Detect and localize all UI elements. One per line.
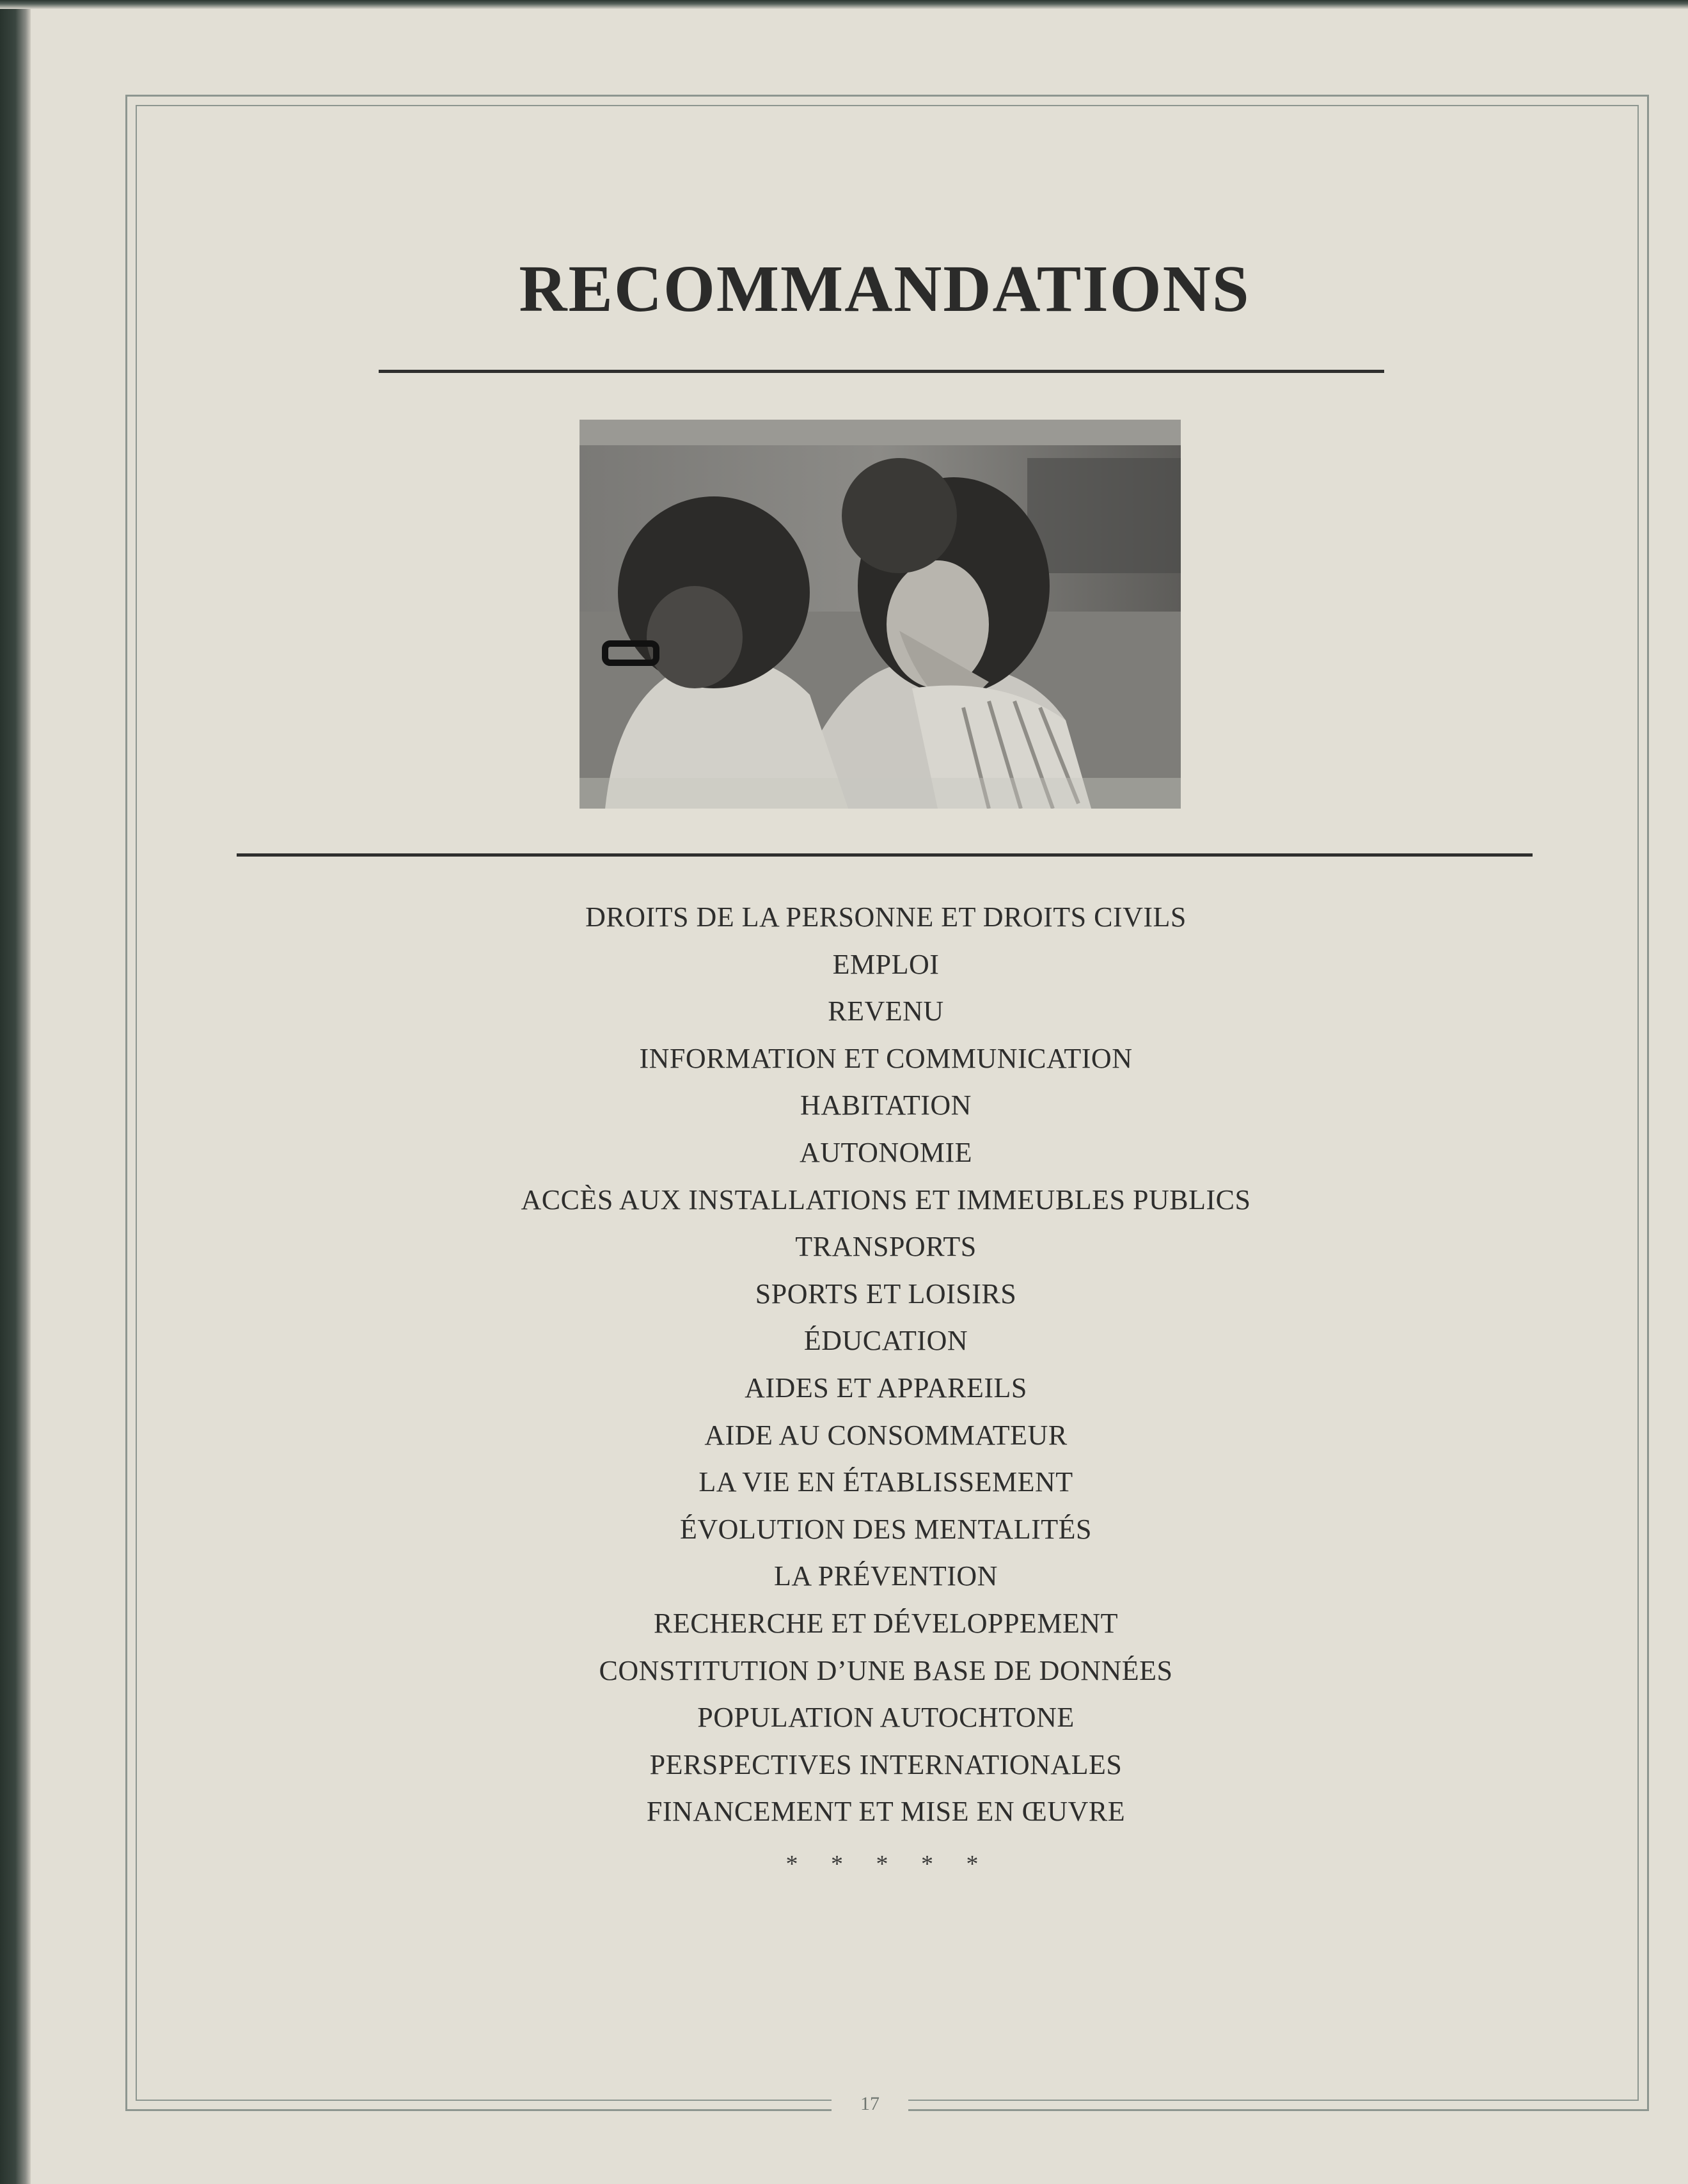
topic-item: AUTONOMIE bbox=[799, 1136, 973, 1168]
top-edge bbox=[0, 0, 1688, 9]
topic-item: POPULATION AUTOCHTONE bbox=[697, 1702, 1075, 1734]
page-title: RECOMMANDATIONS bbox=[519, 252, 1250, 326]
topic-item: ACCÈS AUX INSTALLATIONS ET IMMEUBLES PUBLICS bbox=[521, 1183, 1251, 1215]
topic-item: LA VIE EN ÉTABLISSEMENT bbox=[698, 1466, 1073, 1498]
topic-item: AIDES ET APPAREILS bbox=[745, 1372, 1027, 1404]
section-rule bbox=[237, 853, 1533, 857]
topic-item: PERSPECTIVES INTERNATIONALES bbox=[649, 1748, 1123, 1780]
title-rule bbox=[379, 370, 1384, 373]
photo-two-people-reading bbox=[580, 420, 1181, 809]
topic-item: CONSTITUTION D’UNE BASE DE DONNÉES bbox=[599, 1654, 1173, 1686]
topic-item: FINANCEMENT ET MISE EN ŒUVRE bbox=[646, 1796, 1126, 1828]
recommendation-topic-list bbox=[0, 901, 1688, 1842]
topic-item: ÉVOLUTION DES MENTALITÉS bbox=[680, 1513, 1092, 1545]
topic-item: INFORMATION ET COMMUNICATION bbox=[639, 1042, 1133, 1074]
page-number: 17 bbox=[860, 2093, 879, 2114]
topic-item: LA PRÉVENTION bbox=[774, 1560, 998, 1592]
topic-item: DROITS DE LA PERSONNE ET DROITS CIVILS bbox=[585, 901, 1187, 933]
separator-asterisks: * * * * * bbox=[785, 1851, 984, 1878]
topic-item: TRANSPORTS bbox=[795, 1231, 977, 1263]
topic-item: EMPLOI bbox=[832, 948, 940, 980]
topic-item: ÉDUCATION bbox=[803, 1325, 968, 1357]
topic-item: HABITATION bbox=[800, 1089, 972, 1121]
topic-item: AIDE AU CONSOMMATEUR bbox=[704, 1419, 1068, 1451]
topic-item: SPORTS ET LOISIRS bbox=[755, 1278, 1017, 1310]
topic-item: REVENU bbox=[828, 995, 944, 1027]
topic-item: RECHERCHE ET DÉVELOPPEMENT bbox=[654, 1607, 1118, 1639]
